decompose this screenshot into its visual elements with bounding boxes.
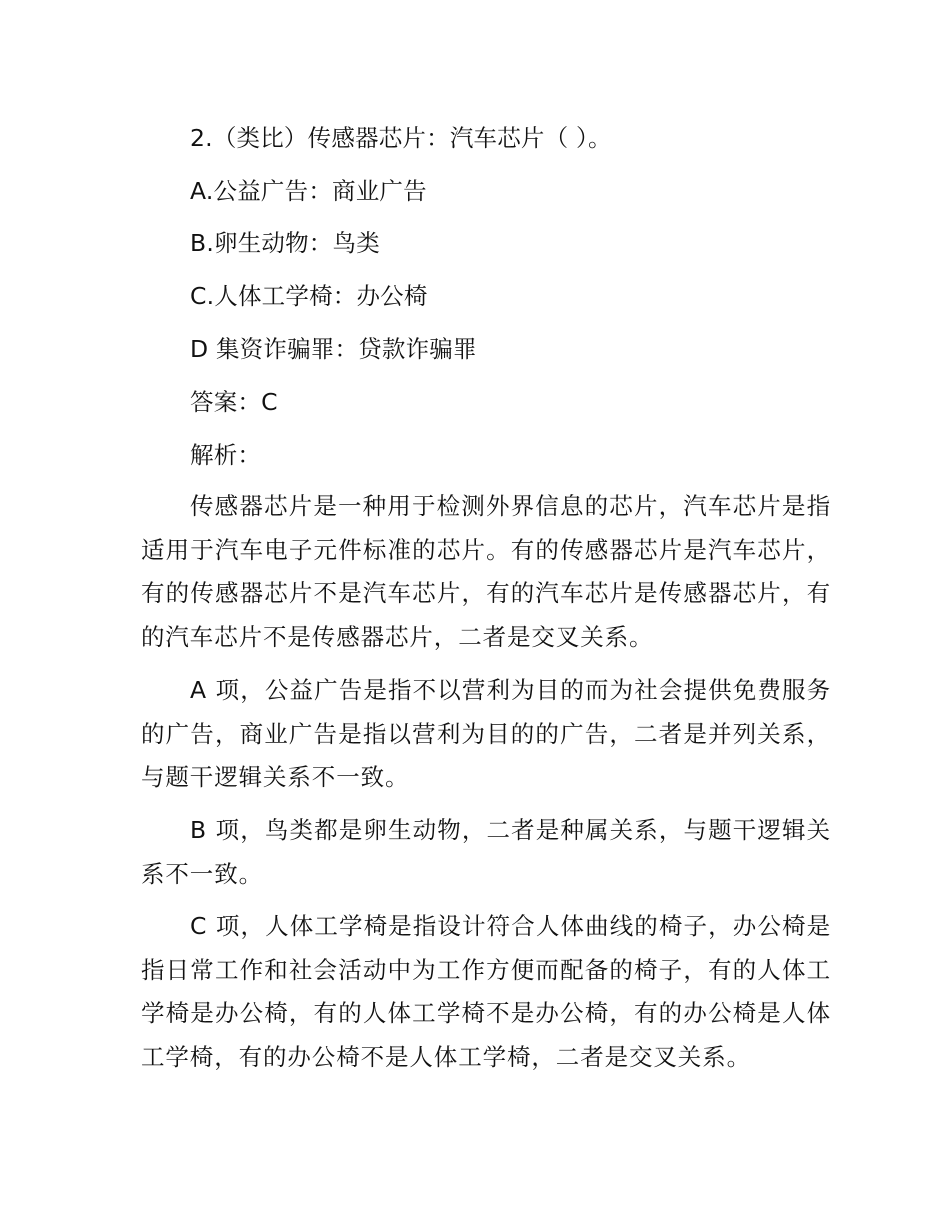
analysis-label: 解析： (190, 441, 262, 469)
option-c: C.人体工学椅：办公椅 (190, 282, 428, 310)
analysis-option-a-paragraph: A 项，公益广告是指不以营利为目的而为社会提供免费服务的广告，商业广告是指以营利为目的的广告，二者是并列关系，与题干逻辑关系不一致。 (141, 676, 831, 791)
option-b: B.卵生动物：鸟类 (190, 229, 380, 257)
answer-line: 答案：C (190, 388, 278, 416)
analysis-intro-paragraph: 传感器芯片是一种用于检测外界信息的芯片，汽车芯片是指适用于汽车电子元件标准的芯片。有的传感器芯片是汽车芯片，有的传感器芯片不是汽车芯片，有的汽车芯片是传感器芯片，有的汽车芯片不是传感器芯片，二者是交叉关系。 (141, 492, 831, 651)
question-stem: 2.（类比）传感器芯片：汽车芯片（ ）。 (190, 124, 612, 152)
option-a: A.公益广告：商业广告 (190, 177, 427, 205)
analysis-option-b-paragraph: B 项，鸟类都是卵生动物，二者是种属关系，与题干逻辑关系不一致。 (141, 816, 831, 888)
analysis-option-c-paragraph: C 项，人体工学椅是指设计符合人体曲线的椅子，办公椅是指日常工作和社会活动中为工作方便而配备的椅子，有的人体工学椅是办公椅，有的人体工学椅不是办公椅，有的办公椅是人体工学椅，有的办公椅不是人体工学椅，二者是交叉关系。 (141, 912, 831, 1071)
option-d: D 集资诈骗罪：贷款诈骗罪 (190, 335, 477, 363)
